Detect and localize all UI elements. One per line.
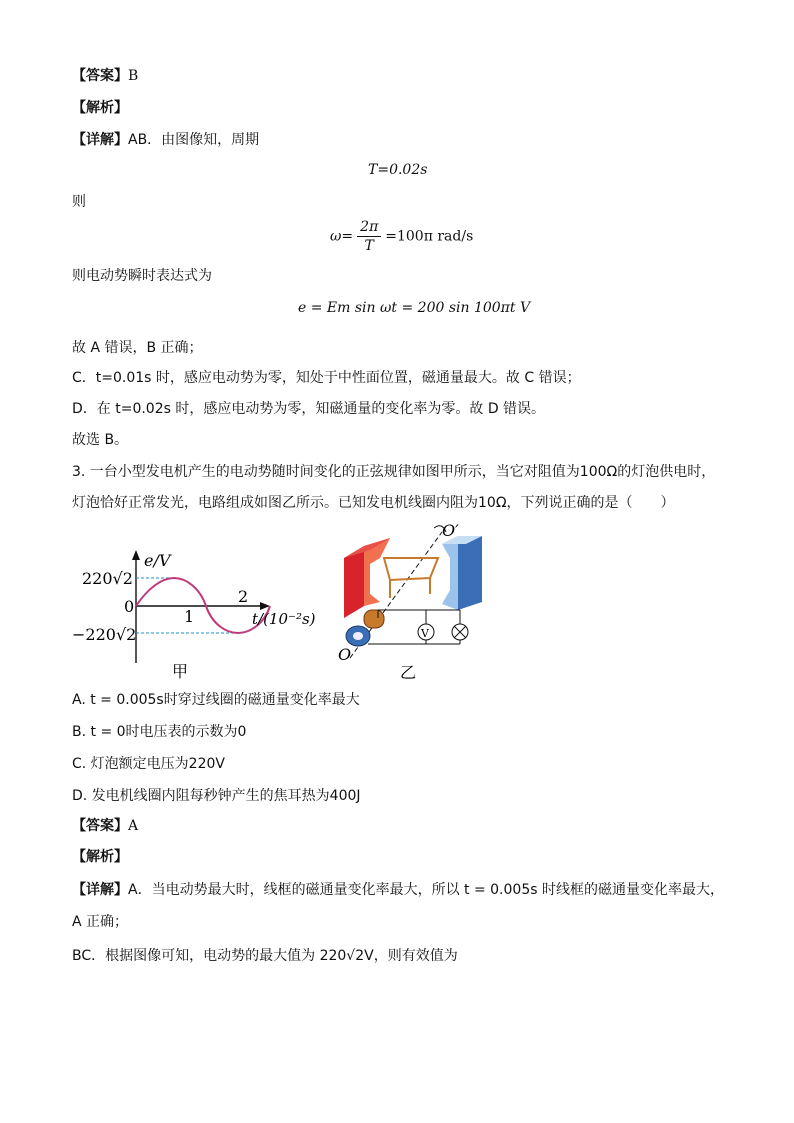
then-text-2: 则电动势瞬时表达式为 xyxy=(72,268,212,284)
analysis-label-q3: 【解析】 xyxy=(72,849,128,865)
choose-b: 故选 B。 xyxy=(72,432,129,448)
q3-stem-line1: 3. 一台小型发电机产生的电动势随时间变化的正弦规律如图甲所示，当它对阻值为100Ω的灯泡供电时， xyxy=(72,464,716,480)
detail-c: C．t=0.01s 时，感应电动势为零，知处于中性面位置，磁通量最大。故 C 错误； xyxy=(72,370,581,386)
y-axis-label: e/V xyxy=(144,551,171,570)
figure-yi-caption: 乙 xyxy=(400,663,417,682)
y-pos-label: 220√2 xyxy=(82,569,133,588)
detail-label-q3: 【详解】 xyxy=(72,882,128,898)
equation-period: T=0.02s xyxy=(368,162,428,178)
answer-line-q3 xyxy=(72,816,138,836)
answer-line-q2 xyxy=(72,66,138,86)
detail-d: D．在 t=0.02s 时，感应电动势为零，知磁通量的变化率为零。故 D 错误。 xyxy=(72,401,546,417)
option-b: B. t = 0时电压表的示数为0 xyxy=(72,724,247,740)
option-c: C. 灯泡额定电压为220V xyxy=(72,756,225,772)
coil-loop xyxy=(384,558,438,580)
conclusion-ab: 故 A 错误，B 正确； xyxy=(72,340,203,356)
figure-yi-generator xyxy=(330,518,490,683)
q3-stem-line2: 灯泡恰好正常发光，电路组成如图乙所示。已知发电机线圈内阻为10Ω，下列说正确的是（ ） xyxy=(72,495,675,511)
detail-a-text: A．当电动势最大时，线框的磁通量变化率最大，所以 t = 0.005s 时线框的磁通量变化率最大， xyxy=(128,882,724,898)
detail-line-q2 xyxy=(72,130,259,150)
answer-label: 【答案】 xyxy=(72,68,128,84)
omega-denominator: T xyxy=(364,238,374,254)
equation-emf: e = Em sin ωt = 200 sin 100πt V xyxy=(298,300,531,316)
option-d: D. 发电机线圈内阻每秒钟产生的焦耳热为400J xyxy=(72,788,361,804)
axis-top-label: O′ xyxy=(442,521,459,540)
answer-label-q3: 【答案】 xyxy=(72,818,128,834)
y-neg-label: −220√2 xyxy=(72,625,137,644)
x-tick-1: 1 xyxy=(184,607,195,626)
then-text: 则 xyxy=(72,194,86,210)
omega-numerator: 2π xyxy=(357,218,381,237)
figure-jia-graph xyxy=(66,538,316,683)
detail-bc: BC．根据图像可知，电动势的最大值为 220√2V，则有效值为 xyxy=(72,948,458,964)
axis-bottom-label: O xyxy=(338,645,352,664)
omega-lhs: ω= xyxy=(330,228,354,245)
detail-a-line2: A 正确； xyxy=(72,914,129,930)
detail-a-line1 xyxy=(72,880,724,900)
detail-intro: AB．由图像知，周期 xyxy=(128,132,260,148)
option-a: A. t = 0.005s时穿过线圈的磁通量变化率最大 xyxy=(72,692,360,708)
omega-fraction xyxy=(357,218,381,255)
omega-rhs: =100π rad/s xyxy=(385,228,474,245)
south-pole-magnet xyxy=(458,536,482,610)
answer-value: B xyxy=(128,68,139,84)
detail-label: 【详解】 xyxy=(72,132,128,148)
answer-value-q3: A xyxy=(128,818,139,834)
voltmeter-label: V xyxy=(421,627,429,640)
x-axis-label: t/(10⁻²s) xyxy=(252,610,316,628)
analysis-label: 【解析】 xyxy=(72,100,128,116)
figure-jia-caption: 甲 xyxy=(172,662,189,681)
equation-omega xyxy=(330,218,473,255)
origin-label: 0 xyxy=(124,597,135,616)
x-tick-2: 2 xyxy=(238,587,249,606)
